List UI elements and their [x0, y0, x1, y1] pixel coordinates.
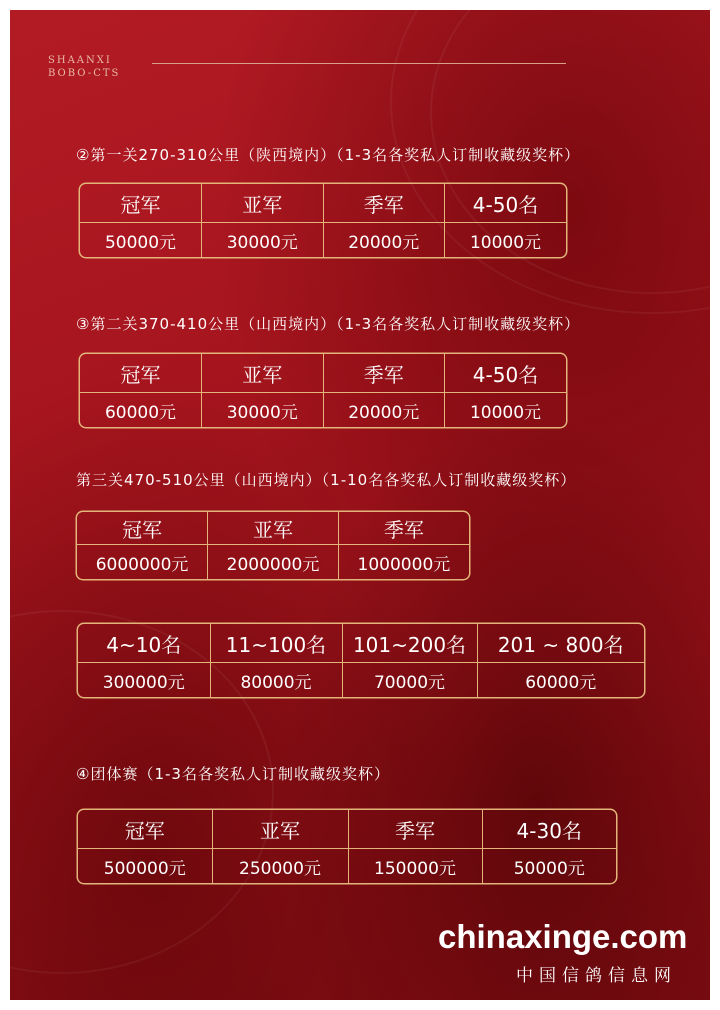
prize-cell: 500000元 [78, 849, 212, 884]
prize-cell: 20000元 [323, 223, 445, 258]
prize-cell: 1000000元 [338, 545, 469, 580]
prize-cell: 50000元 [80, 223, 202, 258]
prize-cell: 60000元 [477, 663, 644, 698]
poster [10, 10, 710, 1000]
prize-cell: 2000000元 [208, 545, 339, 580]
prize-cell: 60000元 [80, 393, 202, 428]
rank-cell: 4-50名 [445, 354, 567, 393]
rank-cell: 11~100名 [210, 624, 342, 663]
prize-cell: 250000元 [212, 849, 348, 884]
rank-cell: 季军 [348, 810, 482, 849]
rank-cell: 201 ~ 800名 [477, 624, 644, 663]
rank-cell: 亚军 [208, 512, 339, 545]
rank-cell: 季军 [323, 354, 445, 393]
stage1-heading: ②第一关270-310公里（陕西境内）（1-3名各奖私人订制收藏级奖杯） [76, 146, 581, 164]
prize-cell: 30000元 [202, 393, 324, 428]
rank-cell: 冠军 [80, 184, 202, 223]
rank-cell: 冠军 [80, 354, 202, 393]
brand-line-2: BOBO-CTS [48, 68, 121, 79]
watermark-site: chinaxinge.com [438, 918, 688, 955]
prize-cell: 6000000元 [77, 545, 208, 580]
prize-cell: 80000元 [210, 663, 342, 698]
prize-cell: 50000元 [482, 849, 616, 884]
rank-cell: 亚军 [202, 354, 324, 393]
stage2-prize-table [80, 354, 566, 427]
team-heading: ④团体赛（1-3名各奖私人订制收藏级奖杯） [76, 765, 390, 783]
prize-cell: 70000元 [342, 663, 477, 698]
brand-logo [48, 54, 120, 80]
rank-cell: 4-50名 [445, 184, 567, 223]
stage3-extra-prize-table [78, 624, 644, 697]
stage3-prize-table [77, 512, 469, 579]
rank-cell: 亚军 [202, 184, 324, 223]
rank-cell: 亚军 [212, 810, 348, 849]
prize-cell: 10000元 [445, 223, 567, 258]
brand-line-1: SHAANXI [48, 55, 112, 66]
prize-cell: 30000元 [202, 223, 324, 258]
rank-cell: 101~200名 [342, 624, 477, 663]
rank-cell: 4~10名 [78, 624, 210, 663]
prize-cell: 300000元 [78, 663, 210, 698]
stage1-prize-table [80, 184, 566, 257]
rank-cell: 4-30名 [482, 810, 616, 849]
brand-divider [152, 63, 566, 64]
stage3-heading: 第三关470-510公里（山西境内）（1-10名各奖私人订制收藏级奖杯） [76, 471, 577, 489]
rank-cell: 冠军 [77, 512, 208, 545]
team-prize-table [78, 810, 616, 883]
rank-cell: 季军 [323, 184, 445, 223]
prize-cell: 20000元 [323, 393, 445, 428]
rank-cell: 季军 [338, 512, 469, 545]
rank-cell: 冠军 [78, 810, 212, 849]
prize-cell: 150000元 [348, 849, 482, 884]
watermark-name: 中国信鸽信息网 [516, 966, 677, 986]
stage2-heading: ③第二关370-410公里（山西境内）（1-3名各奖私人订制收藏级奖杯） [76, 315, 581, 333]
prize-cell: 10000元 [445, 393, 567, 428]
